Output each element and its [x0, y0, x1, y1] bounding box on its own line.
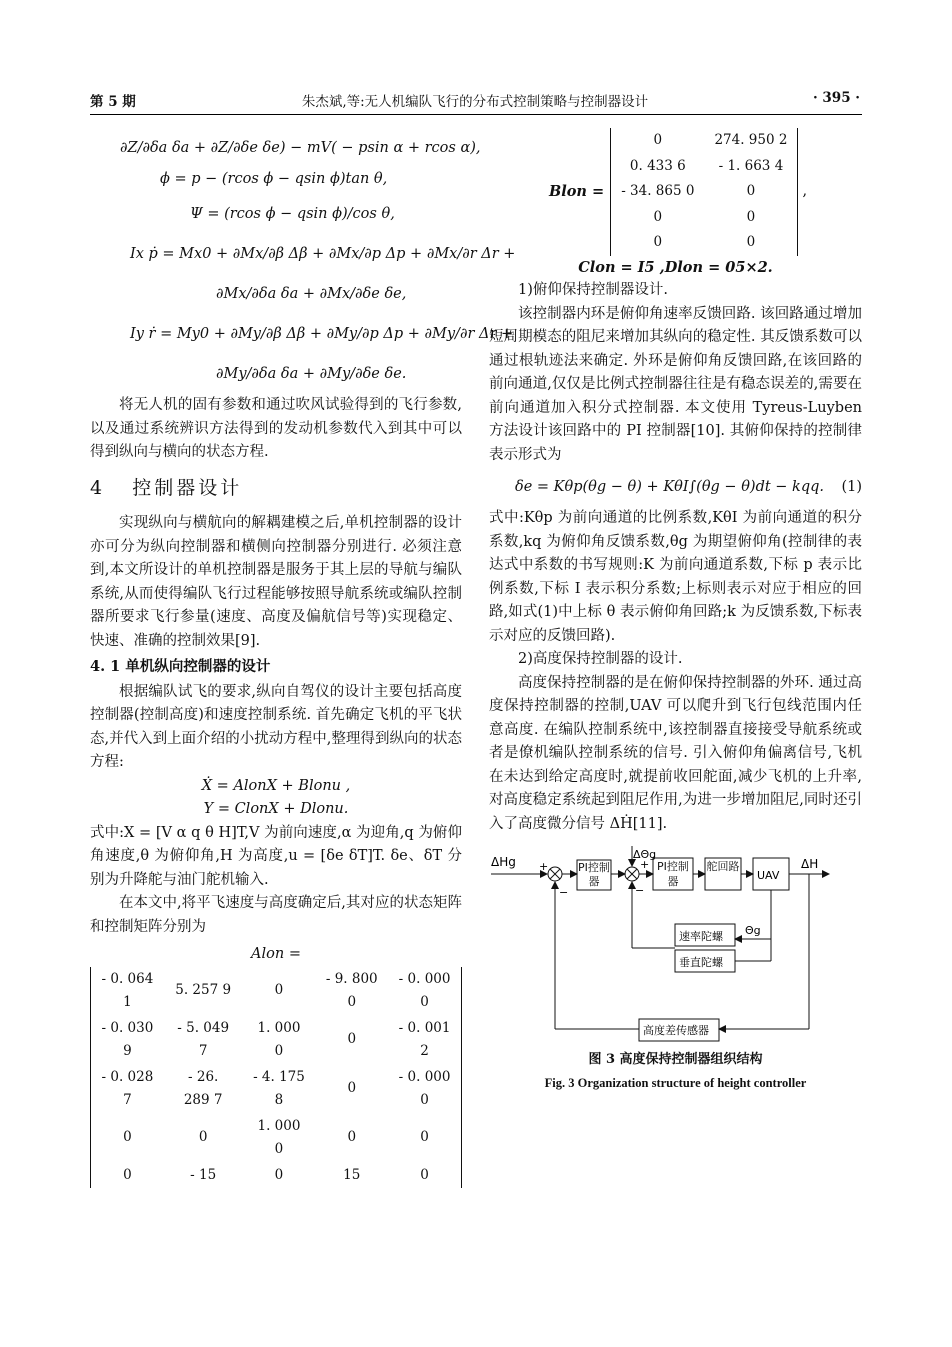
- item-1-heading: 1)俯仰保持控制器设计.: [518, 282, 668, 298]
- blon-block: Blon = 0 274. 950 2 0. 433 6 - 1. 663 4 - 34. 865 0 0 0 0 0 0 ,: [549, 128, 862, 256]
- paragraph-coefficients: 式中:Kθp 为前向通道的比例系数,KθI 为前向通道的积分系数,kq 为俯仰角反馈系数,θg 为期望俯仰角(控制律的表达式中系数的书写规则:K 为前向通道系数,下标 p 表示比例系数,下标 I 表示积分系数;上标则表示对应于相应的回路,如式(1)中上标 θ 表示俯仰角回路;k 为反馈系数,下标表示对应的反馈回路).: [489, 510, 862, 644]
- plus-2: +: [640, 858, 650, 871]
- output-label: ΔH: [801, 857, 819, 871]
- matrix-row: [91, 1163, 461, 1189]
- minus-1: −: [559, 886, 569, 899]
- matrix-cell: - 26. 289 7: [183, 1068, 223, 1108]
- matrix-row: [91, 1016, 461, 1065]
- matrix-row: [611, 154, 797, 180]
- equation-4: Ix ṗ = Mx0 + ∂Mx/∂β Δβ + ∂Mx/∂p Δp + ∂Mx/∂r Δr +: [130, 246, 516, 262]
- equation-1: ∂Z/∂δa δa + ∂Z/∂δe δe) − mV( − psin α + rcos α),: [120, 140, 481, 156]
- matrix-row: [611, 205, 797, 231]
- matrix-cell: - 0. 001 2: [398, 1019, 451, 1059]
- matrix-cell: 0: [653, 132, 663, 148]
- blon-table: [611, 128, 797, 256]
- control-law-equation: [489, 471, 862, 503]
- matrix-cell: - 0. 030 9: [101, 1019, 154, 1059]
- paragraph-matrices: 在本文中,将平飞速度与高度确定后,其对应的状态矩阵和控制矩阵分别为: [90, 895, 462, 935]
- matrix-cell: 274. 950 2: [714, 132, 788, 148]
- equation-5: ∂Mx/∂δa δa + ∂Mx/∂δe δe,: [216, 286, 407, 302]
- matrix-cell: 0: [274, 982, 284, 999]
- matrix-cell: 0: [123, 1129, 132, 1146]
- control-law-text: δe = Kθp(θg − θ) + KθI∫(θg − θ)dt − kqq.: [515, 479, 825, 495]
- matrix-cell: - 5. 049 7: [177, 1019, 230, 1059]
- matrix-cell: 0: [653, 208, 663, 225]
- pi-controller-1-label: PI控制器: [578, 861, 610, 888]
- matrix-cell: 0: [420, 1166, 429, 1183]
- matrix-cell: 1. 000 0: [257, 1117, 301, 1157]
- alon-matrix: [90, 967, 462, 1189]
- matrix-cell: - 0. 000 0: [398, 1068, 451, 1108]
- height-sensor-label: 高度差传感器: [643, 1024, 709, 1037]
- theta-input-label: ΔΘg: [633, 848, 657, 861]
- matrix-cell: 0: [653, 234, 663, 250]
- matrix-cell: 0. 433 6: [629, 157, 686, 174]
- equation-7: ∂My/∂δa δa + ∂My/∂δe δe.: [216, 366, 407, 382]
- paragraph-params: 将无人机的固有参数和通过吹风试验得到的飞行参数,以及通过系统辨识方法得到的发动机参数代入到其中可以得到纵向与横向的状态方程.: [90, 397, 462, 460]
- equation-6: Iy ṙ = My0 + ∂My/∂β Δβ + ∂My/∂p Δp + ∂My/∂r Δr +: [130, 326, 514, 342]
- matrix-cell: - 4. 175 8: [253, 1068, 305, 1108]
- equation-number: (1): [841, 479, 862, 495]
- figure-3: [489, 844, 862, 1094]
- matrix-cell: - 0. 000 0: [398, 970, 451, 1010]
- matrix-cell: 0: [746, 208, 756, 225]
- matrix-cell: 15: [343, 1166, 361, 1183]
- pi-controller-2-label: PI控制器: [657, 860, 689, 888]
- section-number: 4: [90, 476, 106, 499]
- issue-number: 第 5 期: [90, 94, 136, 110]
- matrix-cell: 0: [347, 1031, 357, 1048]
- equation-2: ϕ = p − (rcos ϕ − qsin ϕ)tan θ,: [160, 171, 388, 187]
- matrix-row: [91, 1114, 461, 1163]
- matrix-cell: 0: [347, 1129, 357, 1146]
- theta-feedback-label: Θg: [745, 924, 761, 937]
- figure-caption-en: Fig. 3 Organization structure of height controller: [544, 1075, 807, 1090]
- item-2-heading: 2)高度保持控制器的设计.: [518, 651, 683, 667]
- matrix-cell: 5. 257 9: [175, 982, 232, 999]
- matrix-cell: - 9. 800 0: [325, 970, 378, 1010]
- paragraph-pitch: 该控制器内环是俯仰角速率反馈回路. 该回路通过增加短周期模态的阻尼来增加其纵向的稳定性. 其反馈系数可以通过根轨迹法来确定. 外环是俯仰角反馈回路,在该回路的前向通道,仅仅是比例式控制器往往是有稳态误差的,需要在前向通道加入积分式控制器. 本文使用 Tyreus-Luyben 方法设计该回路中的 PI 控制器[10]. 其俯仰保持的控制律表示形式为: [489, 305, 862, 463]
- state-equation-1: Ẋ = AlonX + Blonu ,: [201, 777, 351, 794]
- input-label: ΔHg: [491, 855, 516, 869]
- matrix-cell: - 1. 663 4: [718, 157, 784, 174]
- paragraph-state-vars: 式中:X = [V α q θ H]T,V 为前向速度,α 为迎角,q 为俯仰角速度,θ 为俯仰角,H 为高度,u = [δe δT]T. δe、δT 分别为升降舵与油门舵机输入.: [90, 824, 462, 888]
- matrix-cell: 0: [746, 234, 756, 250]
- subsection-4-1-heading: 4. 1 单机纵向控制器的设计: [90, 658, 271, 675]
- right-column: [489, 128, 862, 1094]
- equation-3: Ψ = (rcos ϕ − qsin ϕ)/cos θ,: [190, 206, 395, 222]
- matrix-row: [611, 230, 797, 256]
- header-rule: [90, 114, 862, 115]
- matrix-cell: - 0. 064 1: [101, 970, 154, 1010]
- page-header: [90, 90, 860, 112]
- paragraph-longitudinal: 根据编队试飞的要求,纵向自驾仪的设计主要包括高度控制器(控制高度)和速度控制系统. 首先确定飞机的平飞状态,并代入到上面介绍的小扰动方程中,整理得到纵向的状态方程:: [90, 683, 462, 770]
- paragraph-height: 高度保持控制器的是在俯仰保持控制器的外环. 通过高度保持控制器的控制,UAV 可以爬升到飞行包线范围内任意高度. 在编队控制系统中,该控制器直接接受导航系统或者是僚机编队控制系统的信号. 引入俯仰角偏离信号,飞机在未达到给定高度时,就提前收回舵面,减少飞机的上升率,对高度稳定系统起到阻尼作用,为进一步增加阻尼,同时还引入了高度微分信号 ΔḢ[11].: [489, 674, 862, 832]
- matrix-cell: 0: [420, 1129, 429, 1146]
- matrix-row: [611, 179, 797, 205]
- section-4-heading: [90, 477, 462, 501]
- paragraph-controller-intro: 实现纵向与横航向的解耦建模之后,单机控制器的设计亦可分为纵向控制器和横侧向控制器分别进行. 必须注意到,本文所设计的单机控制器是服务于其上层的导航与编队系统,从而使得编队飞行过程能够按照导航系统或编队控制器所要求飞行参量(速度、高度及偏航信号等)实现稳定、快速、准确的控制效果[9].: [90, 515, 462, 649]
- page-number: · 395 ·: [813, 90, 860, 106]
- section-title: 控制器设计: [132, 476, 243, 499]
- uav-label: UAV: [757, 869, 780, 882]
- plus-1: +: [539, 860, 549, 873]
- alon-table: [91, 967, 461, 1189]
- matrix-cell: 0: [347, 1080, 357, 1097]
- blon-matrix: [610, 128, 798, 256]
- minus-2: −: [635, 884, 645, 897]
- matrix-cell: 0: [274, 1166, 284, 1183]
- rate-gyro-label: 速率陀螺: [679, 930, 723, 943]
- blon-label: Blon =: [549, 183, 605, 200]
- servo-loop-label: 舵回路: [706, 860, 740, 873]
- matrix-cell: 1. 000 0: [257, 1019, 301, 1059]
- matrix-cell: 0: [198, 1129, 208, 1146]
- figure-caption-cn: 图 3 高度保持控制器组织结构: [588, 1052, 763, 1067]
- alon-label: Alon =: [251, 946, 301, 962]
- matrix-cell: - 0. 028 7: [101, 1068, 154, 1108]
- matrix-row: [611, 128, 797, 154]
- state-equation-2: Y = ClonX + Dlonu.: [203, 801, 349, 817]
- matrix-cell: - 15: [190, 1166, 217, 1183]
- running-title: 朱杰斌,等:无人机编队飞行的分布式控制策略与控制器设计: [301, 94, 649, 110]
- matrix-cell: - 34. 865 0: [621, 183, 695, 199]
- clon-equation: Clon = I5 ,Dlon = 05×2.: [578, 258, 773, 276]
- matrix-cell: 0: [123, 1166, 132, 1183]
- matrix-row: [91, 1065, 461, 1114]
- vertical-gyro-label: 垂直陀螺: [679, 956, 723, 969]
- matrix-row: [91, 967, 461, 1016]
- matrix-cell: 0: [746, 183, 756, 199]
